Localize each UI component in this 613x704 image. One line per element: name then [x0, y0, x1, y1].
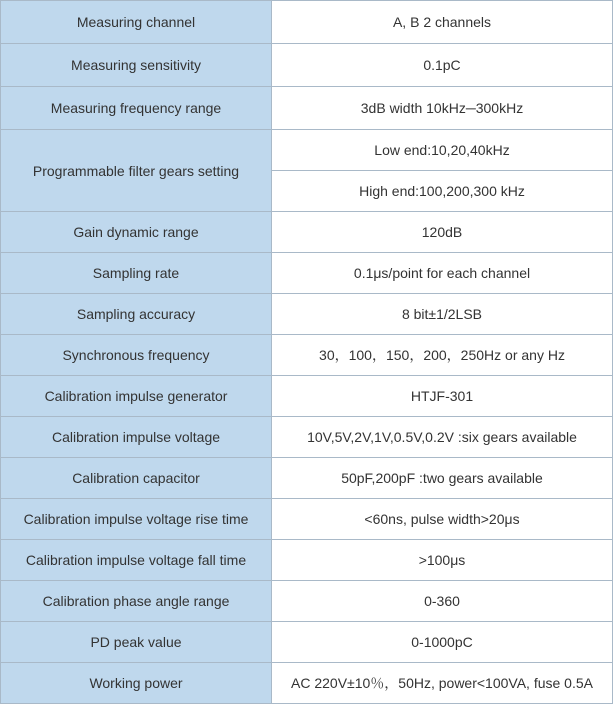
table-row: [1, 376, 613, 417]
table-row: [1, 499, 613, 540]
table-row: [1, 294, 613, 335]
spec-label: Calibration phase angle range: [1, 581, 272, 622]
spec-label: Working power: [1, 663, 272, 704]
spec-value: 30，100，150，200，250Hz or any Hz: [272, 335, 613, 376]
spec-label: Measuring channel: [1, 1, 272, 44]
table-row: [1, 87, 613, 130]
spec-value: High end:100,200,300 kHz: [272, 171, 613, 212]
table-row: [1, 417, 613, 458]
spec-label: Measuring sensitivity: [1, 44, 272, 87]
spec-label: Programmable filter gears setting: [1, 130, 272, 212]
spec-label: Calibration impulse voltage rise time: [1, 499, 272, 540]
spec-value: HTJF-301: [272, 376, 613, 417]
spec-label: Calibration capacitor: [1, 458, 272, 499]
spec-value: 50pF,200pF :two gears available: [272, 458, 613, 499]
spec-value: Low end:10,20,40kHz: [272, 130, 613, 171]
table-row: [1, 540, 613, 581]
spec-label: Gain dynamic range: [1, 212, 272, 253]
spec-label: Sampling accuracy: [1, 294, 272, 335]
spec-label: Measuring frequency range: [1, 87, 272, 130]
spec-value: 0-360: [272, 581, 613, 622]
table-row: [1, 253, 613, 294]
spec-value: 120dB: [272, 212, 613, 253]
table-row: [1, 622, 613, 663]
table-row: [1, 335, 613, 376]
spec-value: 0.1pC: [272, 44, 613, 87]
table-row: [1, 663, 613, 704]
table-row: [1, 130, 613, 171]
table-row: [1, 458, 613, 499]
spec-label: Calibration impulse voltage: [1, 417, 272, 458]
spec-value: <60ns, pulse width>20μs: [272, 499, 613, 540]
table-row: [1, 212, 613, 253]
spec-label: Synchronous frequency: [1, 335, 272, 376]
spec-label: Calibration impulse voltage fall time: [1, 540, 272, 581]
spec-value: 8 bit±1/2LSB: [272, 294, 613, 335]
spec-value: 10V,5V,2V,1V,0.5V,0.2V :six gears available: [272, 417, 613, 458]
spec-label: Calibration impulse generator: [1, 376, 272, 417]
table-row: [1, 1, 613, 44]
spec-value: 0.1μs/point for each channel: [272, 253, 613, 294]
spec-label: PD peak value: [1, 622, 272, 663]
spec-label: Sampling rate: [1, 253, 272, 294]
spec-value: AC 220V±10％，50Hz, power<100VA, fuse 0.5A: [272, 663, 613, 704]
spec-value: 3dB width 10kHz─300kHz: [272, 87, 613, 130]
table-row: [1, 581, 613, 622]
spec-value: 0-1000pC: [272, 622, 613, 663]
table-row: [1, 44, 613, 87]
spec-value: A, B 2 channels: [272, 1, 613, 44]
spec-value: >100μs: [272, 540, 613, 581]
